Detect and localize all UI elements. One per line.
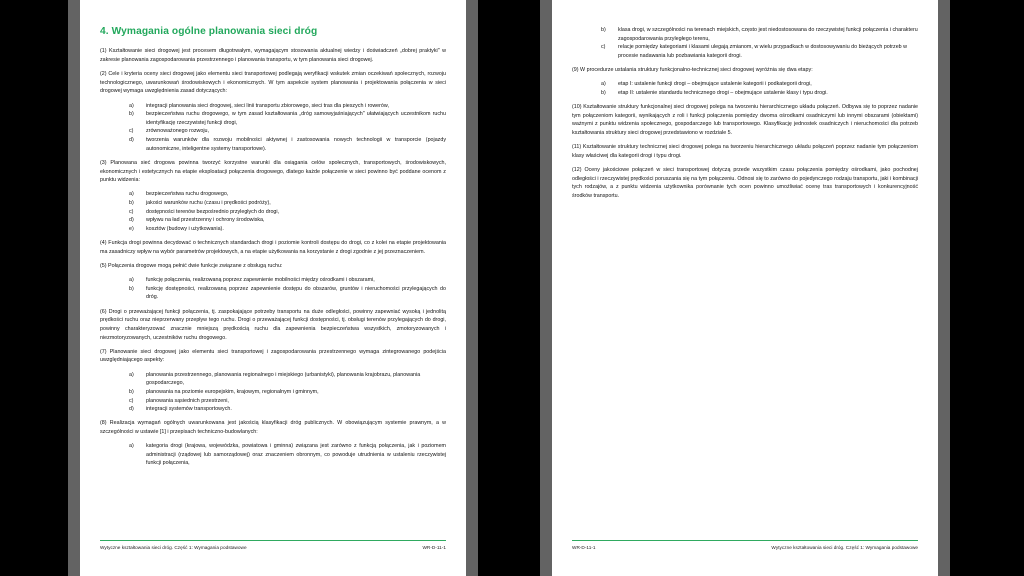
list-marker: b) — [129, 285, 134, 292]
list-text: etap II: ustalenie standardu technicznego drogi – obejmujące ustalenie klasy i typu drogi. — [618, 89, 828, 96]
list-paragraph-5 — [129, 276, 446, 302]
right-page-right-gutter — [938, 0, 950, 576]
footer-document-code: WR-D-11-1 — [422, 545, 446, 550]
list-text: planowania przestrzennego, planowania regionalnego i miejskiego (urbanistyki), planowania krajobrazu, planowania gospodarczego, — [146, 371, 421, 387]
list-marker: e) — [129, 226, 134, 233]
list-item — [129, 216, 446, 225]
page-right-footer — [572, 540, 918, 550]
paragraph-4: (4) Funkcja drogi powinna decydować o technicznych standardach drogi i poziomie kontroli dostępu do drogi, co z kolei na etapie projektowania ma zasadniczy wpływ na wybór parametrów projektowych, a na etapie użytkowania na korzystanie z drogi zgodnie z jej przeznaczeniem. — [100, 240, 446, 255]
paragraph-5: (5) Połączenia drogowe mogą pełnić dwie funkcje związane z obsługą ruchu: — [100, 263, 283, 270]
list-item — [129, 285, 446, 302]
page-left-content — [100, 26, 446, 532]
list-item — [129, 127, 446, 136]
list-text: etap I: ustalenie funkcji drogi – obejmujące ustalenie kategorii i podkategorii drogi, — [618, 81, 812, 88]
list-paragraph-2 — [129, 102, 446, 154]
paragraph-12: (12) Oceny jakościowe połączeń w sieci transportowej dotyczą przede wszystkim czasu połączenia pomiędzy ośrodkami, jako pochodnej odległości i rzeczywistej prędkości poruszania się na tym połączeniu. Odnosi się to zarówno do pojedynczego rodzaju transportu, jaki i kombinacji tych rodzajów, a z punktu widzenia użytkownika porównanie tych ocen powinno umożliwiać ocenę tras transportowych i konkurencyjność środków transportu. — [572, 167, 918, 199]
footer-document-title: Wytyczne kształtowania sieci dróg. Część 1: Wymagania podstawowe — [100, 545, 247, 550]
list-text: zrównoważonego rozwoju, — [146, 128, 209, 135]
right-black-margin — [950, 0, 1012, 576]
list-text: kosztów (budowy i użytkowania). — [146, 226, 224, 233]
list-item — [129, 102, 446, 111]
list-item — [129, 371, 446, 388]
footer-row — [572, 545, 918, 550]
left-page-left-gutter — [68, 0, 80, 576]
list-text: jakości warunków ruchu (czasu i prędkości podróży), — [146, 200, 271, 207]
footer-rule — [100, 540, 446, 541]
list-item — [129, 199, 446, 208]
list-text: tworzenia warunków dla rozwoju mobilności aktywnej i zastosowania nowych technologii w transporcie (pojazdy autonomiczne, inteligentne systemy transportowe). — [146, 137, 446, 152]
list-item — [129, 442, 446, 468]
list-item — [601, 43, 918, 60]
list-marker: a) — [129, 371, 134, 378]
list-item — [601, 80, 918, 89]
list-item — [129, 208, 446, 217]
list-text: wpływu na ład przestrzenny i ochrony środowiska, — [146, 217, 265, 224]
paragraph-7: (7) Planowanie sieci drogowej jako elementu sieci transportowej i zagospodarowania przestrzennego wymaga zintegrowanego podejścia uwzględniającego aspekty: — [100, 348, 446, 364]
list-item — [129, 276, 446, 285]
list-marker: b) — [129, 200, 134, 207]
left-black-margin — [0, 0, 68, 576]
list-text: bezpieczeństwa ruchu drogowego, — [146, 191, 229, 198]
list-marker: c) — [129, 128, 134, 135]
list-item — [129, 405, 446, 414]
list-paragraph-3 — [129, 190, 446, 233]
list-marker: b) — [129, 111, 134, 118]
paragraph-8: (8) Realizacja wymagań ogólnych uwarunkowana jest jakością klasyfikacji dróg publicznych. W obowiązującym systemie prawnym, a w szczególności w ustawie [1] i przepisach techniczno-budowlanych: — [100, 420, 446, 436]
footer-rule — [572, 540, 918, 541]
list-marker: b) — [601, 27, 606, 33]
list-marker: a) — [129, 443, 134, 450]
list-marker: a) — [129, 277, 134, 284]
list-item — [129, 110, 446, 127]
paragraph-10: (10) Kształtowanie struktury funkcjonalnej sieci drogowej polega na tworzeniu hierarchicznego układu połączeń. Odbywa się to poprzez nadanie tym połączeniom kategorii, wynikających z roli i funkcji połączenia pomiędzy dwoma ośrodkami osadniczymi lub innymi obszarami (obiektami) ważnymi z punktu widzenia społecznego, gospodarczego lub transportowego. Klasyfikację jednostek osadniczych i nieruchomości dla potrzeb kształtowania struktury sieci drogowej przedstawiono w rozdziale 5. — [572, 104, 918, 137]
paragraph-1: (1) Kształtowanie sieci drogowej jest procesem długotrwałym, wymagającym stosowania aktualnej wiedzy i doświadczeń „dobrej praktyki" w zakresie planowania zagospodarowania przestrzennego i planowania transportu, w tym planowania sieci drogowej. — [100, 48, 446, 63]
list-paragraph-7 — [129, 371, 446, 414]
list-marker: a) — [129, 191, 134, 198]
footer-row — [100, 545, 446, 550]
document-page-right[interactable] — [552, 0, 938, 576]
list-text: funkcję połączenia, realizowaną poprzez zapewnienie mobilności między ośrodkami i obszarami, — [146, 277, 375, 284]
list-text: planowania na poziomie europejskim, krajowym, regionalnym i gminnym, — [146, 388, 319, 395]
page-left-footer — [100, 540, 446, 550]
list-item — [601, 89, 918, 98]
paragraph-3: (3) Planowana sieć drogowa powinna tworzyć korzystne warunki dla osiągania celów społecznych, transportowych, środowiskowych, ekonomicznych i estetycznych na etapie eksploatacji połączenia drogowego, dlatego każde połączenie w sieci powinno być poddane ocenom z punktu widzenia: — [100, 159, 446, 184]
footer-document-title: Wytyczne kształtowania sieci dróg. Część 1: Wymagania podstawowe — [771, 545, 918, 550]
list-item — [129, 388, 446, 397]
list-text: relacje pomiędzy kategoriami i klasami ulegają zmianom, w wielu przypadkach w dostosowywaniu do bieżących potrzeb w procesie nadawania lub pozbawiania kategorii drogi. — [618, 44, 907, 59]
list-marker: b) — [601, 89, 606, 96]
list-paragraph-8-continued — [601, 26, 918, 61]
list-text: dostępności terenów bezpośrednio przyległych do drogi, — [146, 208, 280, 215]
list-marker: a) — [129, 102, 134, 109]
list-marker: d) — [129, 217, 134, 224]
document-page-left[interactable] — [80, 0, 466, 576]
list-marker: c) — [601, 44, 606, 51]
list-text: funkcję dostępności, realizowaną poprzez zapewnienie dostępu do obszarów, gruntów i nieruchomości przylegających do dróg. — [146, 285, 446, 301]
list-text: integracji systemów transportowych. — [146, 406, 232, 413]
list-marker: c) — [129, 208, 134, 215]
list-text: bezpieczeństwa ruchu drogowego, w tym zasad kształtowania „dróg samowyjaśniających" ułatwiających uczestnikom ruchu identyfikację rzeczywistej funkcji drogi, — [146, 111, 446, 126]
list-text: planowania sąsiednich przestrzeni, — [146, 397, 229, 404]
center-black-gap — [478, 0, 540, 576]
list-text: klasa drogi, w szczególności na terenach miejskich, często jest niedostosowana do rzeczywistej funkcji połączenia i charakteru zagospodarowania przyległego terenu, — [618, 27, 918, 42]
paragraph-11: (11) Kształtowanie struktury technicznej sieci drogowej polega na tworzeniu hierarchicznego układu połączeń poprzez nadanie tym połączeniom klasy właściwej dla kategorii drogi i typu drogi. — [572, 144, 918, 159]
footer-document-code: WR-D-11-1 — [572, 545, 596, 550]
list-item — [129, 136, 446, 153]
list-marker: d) — [129, 406, 134, 413]
list-marker: c) — [129, 397, 134, 404]
list-item — [129, 190, 446, 199]
page-right-content — [572, 26, 918, 532]
paragraph-6: (6) Drogi o przeważającej funkcji połączenia, tj. zaspokajające potrzeby transportu na duże odległości, powinny zapewniać wysoką i jednolitą prędkości ruchu oraz nieprzerwany przepływ tego ruchu. Drogi o przeważającej funkcji dostępności, tj. obsługi terenów przylegających do drogi, powinny charakteryzować znacznie mniejszą prędkością ruchu dla zapewnienia bezpieczeństwa wszystkich, zmotoryzowanych i niezmotoryzowanych, uczestników ruchu drogowego. — [100, 308, 446, 341]
list-marker: b) — [129, 388, 134, 395]
list-item — [129, 397, 446, 406]
list-text: kategoria drogi (krajowa, wojewódzka, powiatowa i gminna) związana jest zarówno z funkcją połączenia, jak i poziomem administracji (rządowej lub samorządowej) oraz znaczeniem obronnym, co powoduje utrudnienia w ustaleniu rzeczywistej funkcji połączenia, — [146, 443, 446, 467]
left-page-right-gutter — [466, 0, 478, 576]
list-text: integracji planowania sieci drogowej, sieci linii transportu zbiorowego, sieci tras dla pieszych i rowerów, — [146, 102, 389, 109]
paragraph-9: (9) W procedurze ustalania struktury funkcjonalno-technicznej sieci drogowej wyróżnia się dwa etapy: — [572, 67, 813, 74]
list-item — [601, 26, 918, 43]
page-title: 4. Wymagania ogólne planowania sieci dróg — [100, 26, 318, 37]
right-page-left-gutter — [540, 0, 552, 576]
list-paragraph-9 — [601, 80, 918, 97]
list-paragraph-8 — [129, 442, 446, 468]
list-item — [129, 225, 446, 234]
list-marker: d) — [129, 137, 134, 144]
list-marker: a) — [601, 81, 606, 88]
paragraph-2: (2) Cele i kryteria oceny sieci drogowej jako elementu sieci transportowej podlegają weryfikacji wskutek zmian oczekiwań społecznych, rozwoju technologicznego, uwarunkowań środowiskowych i ekonomicznych. W tym aspekcie system planowania i projektowania połączenia w sieci drogowej wymaga uwzględnienia zasad dotyczących: — [100, 71, 446, 95]
